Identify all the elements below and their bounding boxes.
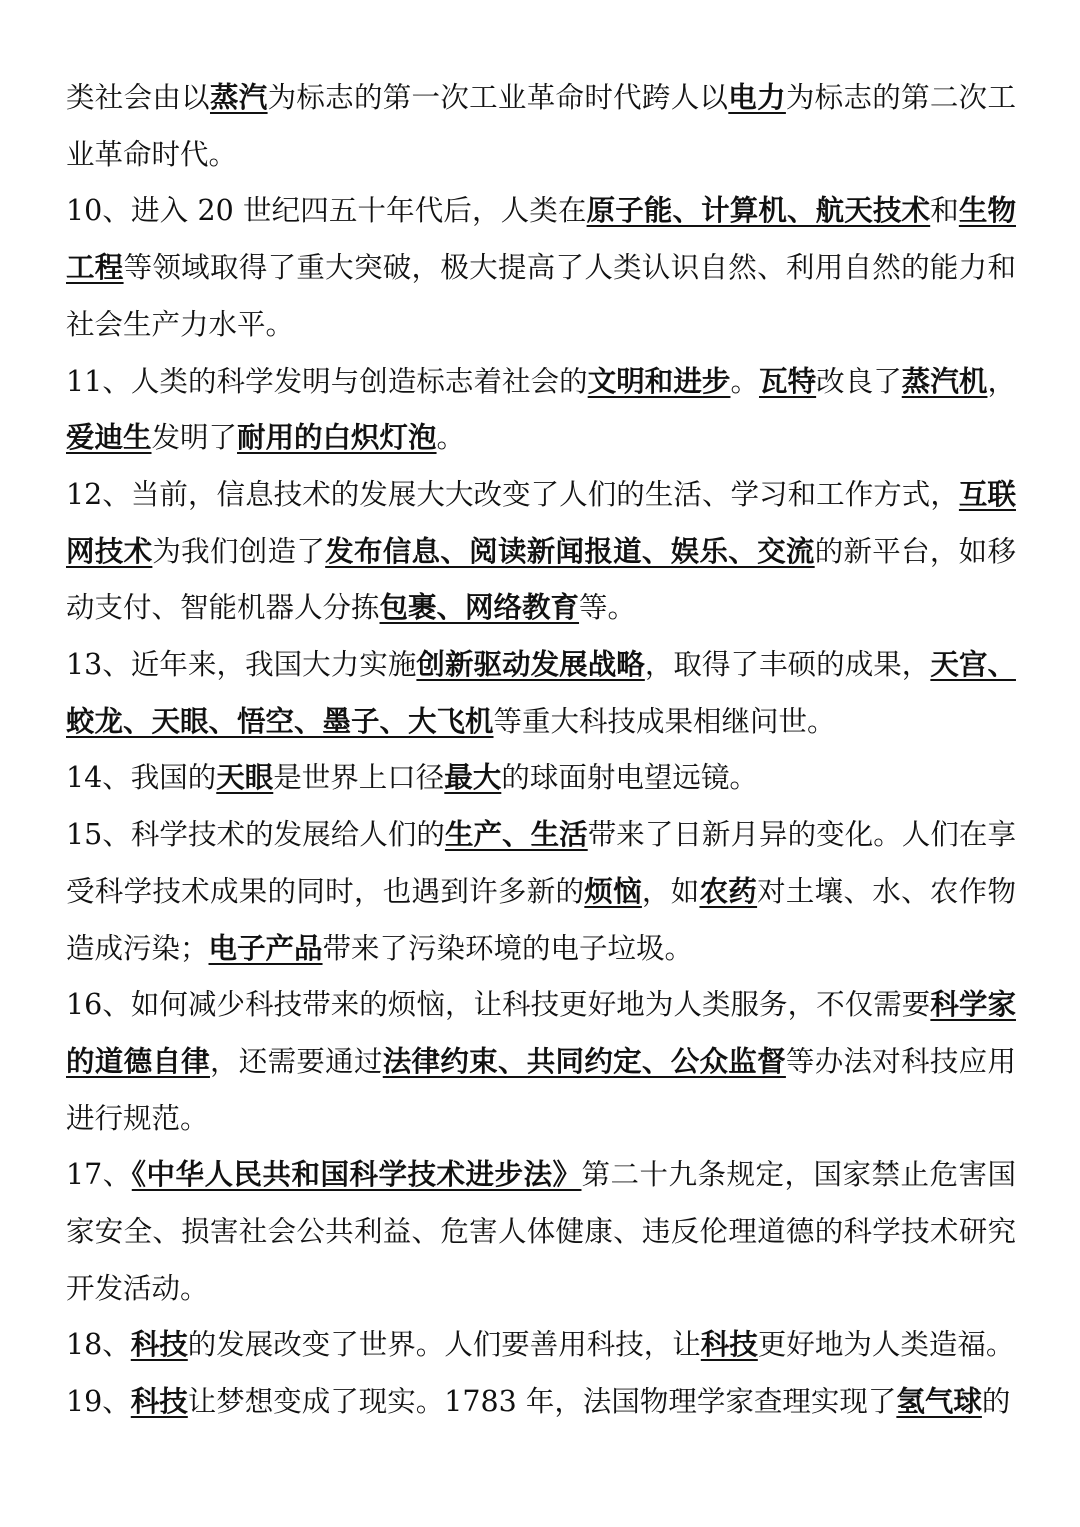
- text-segment: 11、人类的科学发明与创造标志着社会的: [66, 364, 588, 398]
- text-segment: 等。: [579, 591, 637, 625]
- key-term: 包裹、网络教育: [379, 591, 580, 625]
- key-term: 爱迪生: [66, 421, 152, 455]
- text-segment: ，取得了丰硕的成果，: [644, 648, 931, 682]
- text-segment: 发明了: [151, 421, 238, 455]
- text-segment: 的球面射电望远镜。: [501, 761, 758, 795]
- key-term: 生物工程: [66, 194, 1016, 285]
- key-term: 文明和进步: [587, 364, 731, 398]
- text-segment: 是世界上口径: [273, 761, 445, 795]
- document-page: [66, 70, 1016, 1431]
- text-segment: 14、我国的: [66, 761, 217, 795]
- document-body: [66, 70, 1016, 1431]
- key-term: 电子产品: [208, 931, 323, 965]
- text-segment: 更好地为人类造福。: [757, 1328, 1015, 1362]
- text-segment: 18、: [66, 1328, 131, 1362]
- key-term: 烦恼: [584, 874, 642, 908]
- key-term: 互联网技术: [66, 477, 1016, 568]
- key-term: 耐用的白炽灯泡: [237, 421, 437, 455]
- text-segment: 。: [730, 364, 760, 398]
- text-segment: 对土壤、水、农作物造成污染；: [66, 874, 1016, 965]
- key-term: 农药: [699, 874, 758, 908]
- key-term: 科学家的道德自律: [66, 988, 1016, 1078]
- text-segment: 。: [436, 421, 466, 455]
- text-segment: 12、当前，信息技术的发展大大改变了人们的生活、学习和工作方式，: [66, 477, 959, 511]
- key-term: 氢气球: [896, 1385, 982, 1419]
- text-paragraph: [66, 750, 1016, 807]
- text-segment: 10、进入 20 世纪四五十年代后，人类在: [66, 194, 587, 228]
- text-segment: 带来了日新月异的变化。人们在享受科学技术成果的同时，也遇到许多新的: [66, 818, 1016, 908]
- text-segment: ，如: [641, 874, 700, 908]
- key-term: 发布信息、阅读新闻报道、娱乐、交流: [325, 534, 815, 568]
- text-segment: 的发展改变了世界。人们要善用科技，让: [187, 1328, 701, 1362]
- text-segment: ，还需要通过: [209, 1044, 383, 1078]
- text-segment: 等办法对科技应用进行规范。: [66, 1044, 1016, 1135]
- key-term: 原子能、计算机、航天技术: [586, 194, 931, 228]
- text-segment: 第二十九条规定，国家禁止危害国家安全、损害社会公共利益、危害人体健康、违反伦理道德的科学技术研究开发活动。: [66, 1158, 1016, 1305]
- key-term: 科技: [130, 1328, 188, 1362]
- key-term: 法律约束、共同约定、公众监督: [382, 1044, 786, 1078]
- text-segment: 类社会由以: [66, 81, 210, 114]
- key-term: 天眼: [216, 761, 274, 795]
- text-segment: 15、科学技术的发展给人们的: [66, 818, 445, 852]
- text-segment: 16、如何减少科技带来的烦恼，让科技更好地为人类服务，不仅需要: [66, 988, 931, 1022]
- text-paragraph: [66, 807, 1016, 977]
- text-paragraph: [66, 977, 1016, 1147]
- key-term: 最大: [444, 761, 502, 795]
- text-segment: 改良了: [816, 364, 902, 398]
- text-segment: 13、近年来，我国大力实施: [66, 648, 417, 682]
- text-paragraph: [66, 183, 1016, 353]
- text-paragraph: [66, 1374, 1016, 1431]
- text-paragraph: [66, 70, 1016, 183]
- text-segment: 带来了污染环境的电子垃圾。: [322, 931, 694, 965]
- text-segment: 的新平台，如移动支付、智能机器人分拣: [66, 534, 1016, 625]
- text-segment: 为标志的第一次工业革命时代跨人以: [267, 81, 729, 114]
- text-paragraph: [66, 1147, 1016, 1317]
- key-term: 《中华人民共和国科学技术进步法》: [131, 1158, 582, 1192]
- text-segment: 让梦想变成了现实。1783 年，法国物理学家查理实现了: [187, 1385, 897, 1419]
- key-term: 科技: [700, 1328, 758, 1362]
- key-term: 创新驱动发展战略: [416, 648, 645, 682]
- text-segment: 等领域取得了重大突破，极大提高了人类认识自然、利用自然的能力和社会生产力水平。: [66, 251, 1016, 341]
- text-segment: 和: [930, 194, 959, 228]
- text-paragraph: [66, 467, 1016, 637]
- key-term: 电力: [728, 81, 786, 114]
- text-paragraph: [66, 354, 1016, 467]
- key-term: 科技: [130, 1385, 188, 1419]
- text-segment: 19、: [66, 1385, 131, 1419]
- key-term: 瓦特: [759, 364, 817, 398]
- text-segment: 17、: [66, 1158, 132, 1192]
- text-segment: 为我们创造了: [152, 534, 326, 568]
- key-term: 生产、生活: [444, 818, 588, 852]
- text-segment: 等重大科技成果相继问世。: [493, 704, 836, 738]
- key-term: 蒸汽: [209, 81, 268, 114]
- text-paragraph: [66, 637, 1016, 750]
- key-term: 蒸汽机: [901, 364, 988, 398]
- key-term: 天宫、蛟龙、天眼、悟空、墨子、大飞机: [66, 648, 1016, 738]
- text-segment: 的: [981, 1385, 1011, 1419]
- text-paragraph: [66, 1317, 1016, 1374]
- text-segment: 为标志的第二次工业革命时代。: [66, 81, 1016, 171]
- text-segment: ，: [987, 364, 1016, 398]
